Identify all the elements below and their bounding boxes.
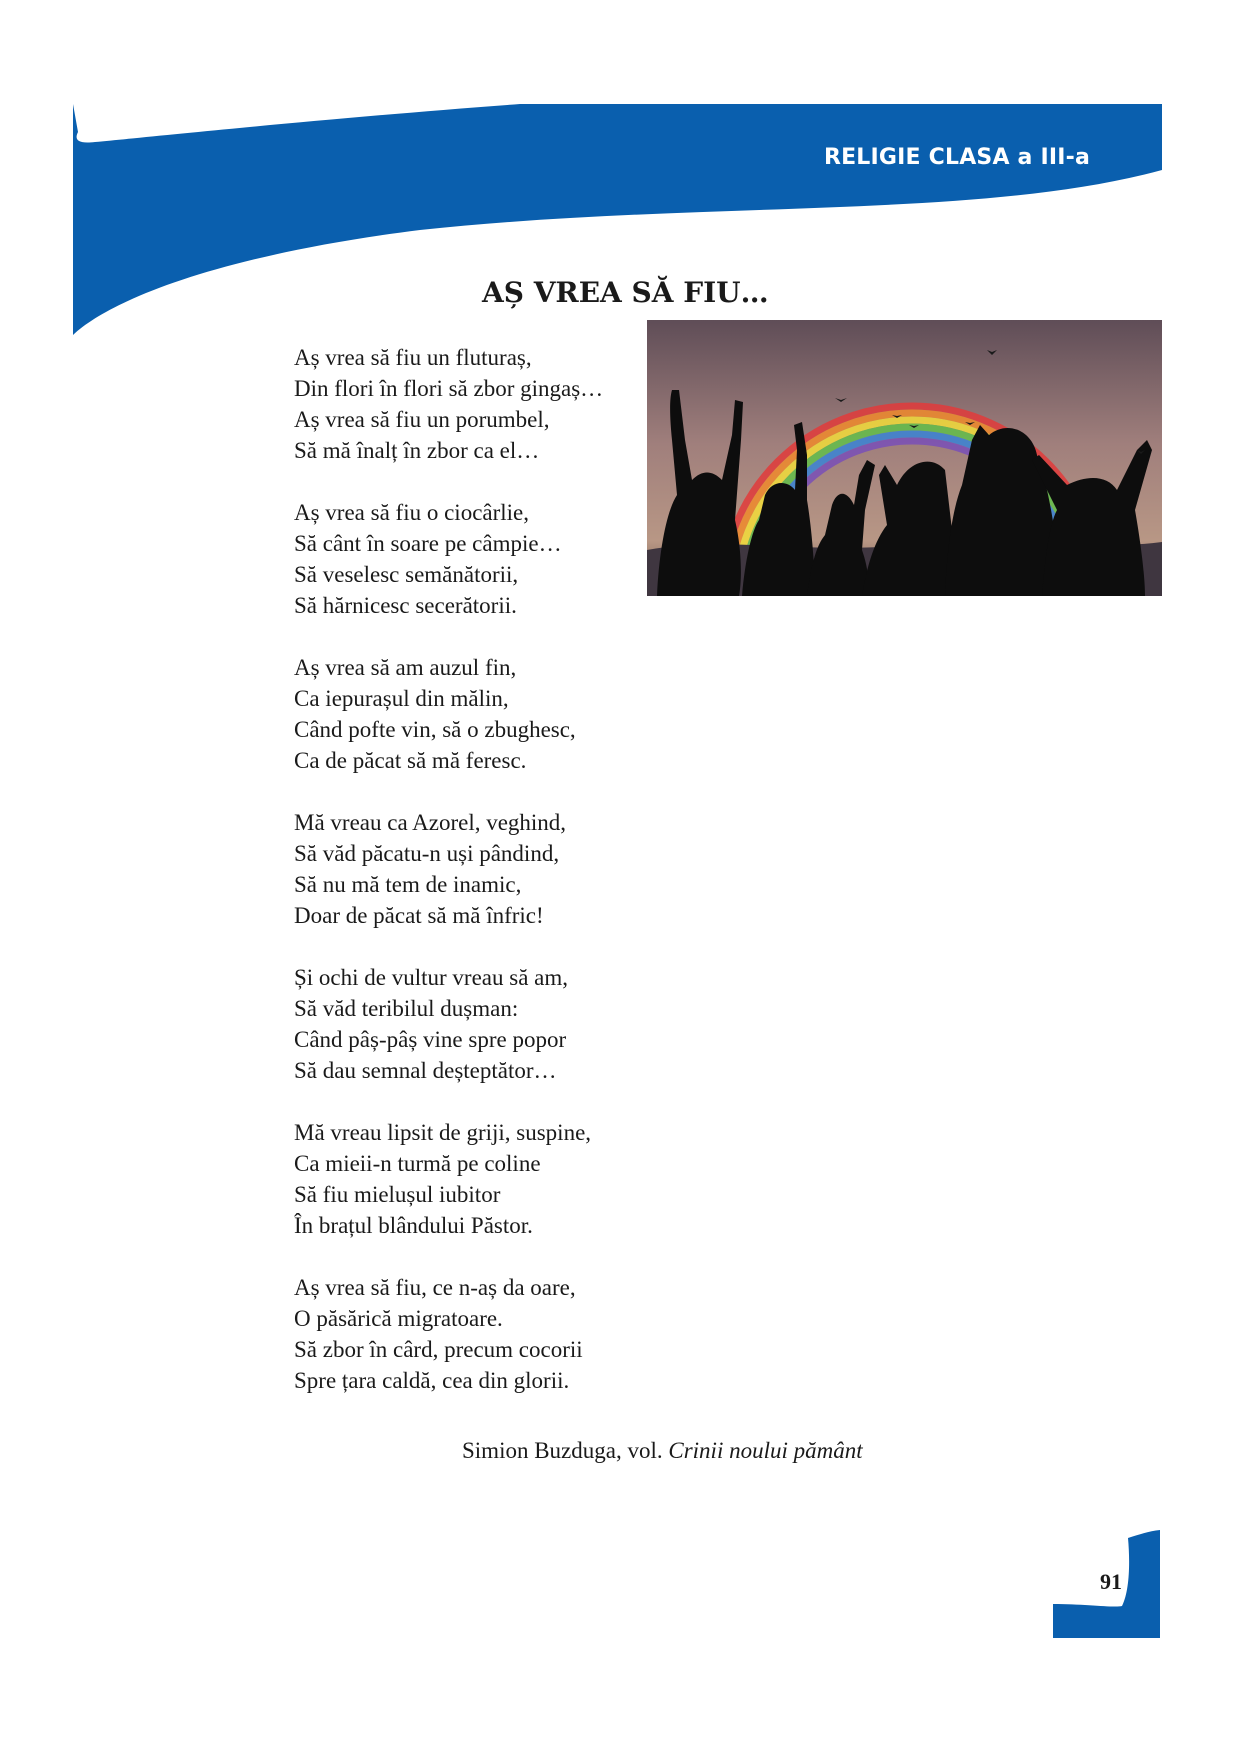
poem-line: Să veselesc semănătorii,: [294, 562, 519, 587]
poem-line: Aș vrea să fiu, ce n-aș da oare,: [294, 1275, 576, 1300]
poem-line: Să zbor în cârd, precum cocorii: [294, 1337, 583, 1362]
poem-line: Mă vreau ca Azorel, veghind,: [294, 810, 567, 835]
rainbow-children-illustration: [647, 320, 1162, 596]
poem-line: Să văd păcatu-n uși pândind,: [294, 841, 560, 866]
poem-line: Să văd teribilul dușman:: [294, 996, 519, 1021]
poem-line: Să hărnicesc secerătorii.: [294, 593, 517, 618]
poem-line: Să cânt în soare pe câmpie…: [294, 531, 562, 556]
page-number: 91: [1100, 1569, 1122, 1594]
poem-body: [294, 342, 654, 1427]
stanza: [294, 807, 654, 931]
attribution-book: Crinii noului pământ: [668, 1438, 863, 1463]
poem-line: Să mă înalț în zbor ca el…: [294, 438, 540, 463]
stanza: [294, 1117, 654, 1241]
poem-line: Mă vreau lipsit de griji, suspine,: [294, 1120, 592, 1145]
stanza: [294, 497, 654, 621]
poem-line: Când pâș-pâș vine spre popor: [294, 1027, 567, 1052]
poem-line: În brațul blândului Păstor.: [294, 1213, 533, 1238]
poem-line: Ca mieii-n turmă pe coline: [294, 1151, 541, 1176]
stanza: [294, 652, 654, 776]
poem-line: Să dau semnal deșteptător…: [294, 1058, 557, 1083]
stanza: [294, 342, 654, 466]
poem-title: AȘ VREA SĂ FIU…: [482, 276, 769, 309]
poem-line: Când pofte vin, să o zbughesc,: [294, 717, 576, 742]
poem-line: Aș vrea să fiu un fluturaș,: [294, 345, 532, 370]
poem-line: Din flori în flori să zbor gingaș…: [294, 376, 604, 401]
stanza: [294, 962, 654, 1086]
stanza: [294, 1272, 654, 1396]
poem-line: O păsărică migratoare.: [294, 1306, 503, 1331]
attribution-author: Simion Buzduga, vol.: [462, 1438, 663, 1463]
poem-attribution: [462, 1438, 863, 1464]
poem-line: Doar de păcat să mă înfric!: [294, 903, 544, 928]
poem-line: Aș vrea să am auzul fin,: [294, 655, 517, 680]
poem-line: Spre țara caldă, cea din glorii.: [294, 1368, 570, 1393]
poem-line: Ca de păcat să mă feresc.: [294, 748, 527, 773]
poem-line: Să nu mă tem de inamic,: [294, 872, 522, 897]
poem-line: Aș vrea să fiu un porumbel,: [294, 407, 550, 432]
poem-line: Ca iepurașul din mălin,: [294, 686, 509, 711]
poem-line: Aș vrea să fiu o ciocârlie,: [294, 500, 530, 525]
poem-line: Și ochi de vultur vreau să am,: [294, 965, 569, 990]
poem-line: Să fiu mielușul iubitor: [294, 1182, 501, 1207]
header-title: RELIGIE CLASA a III-a: [823, 145, 1090, 170]
